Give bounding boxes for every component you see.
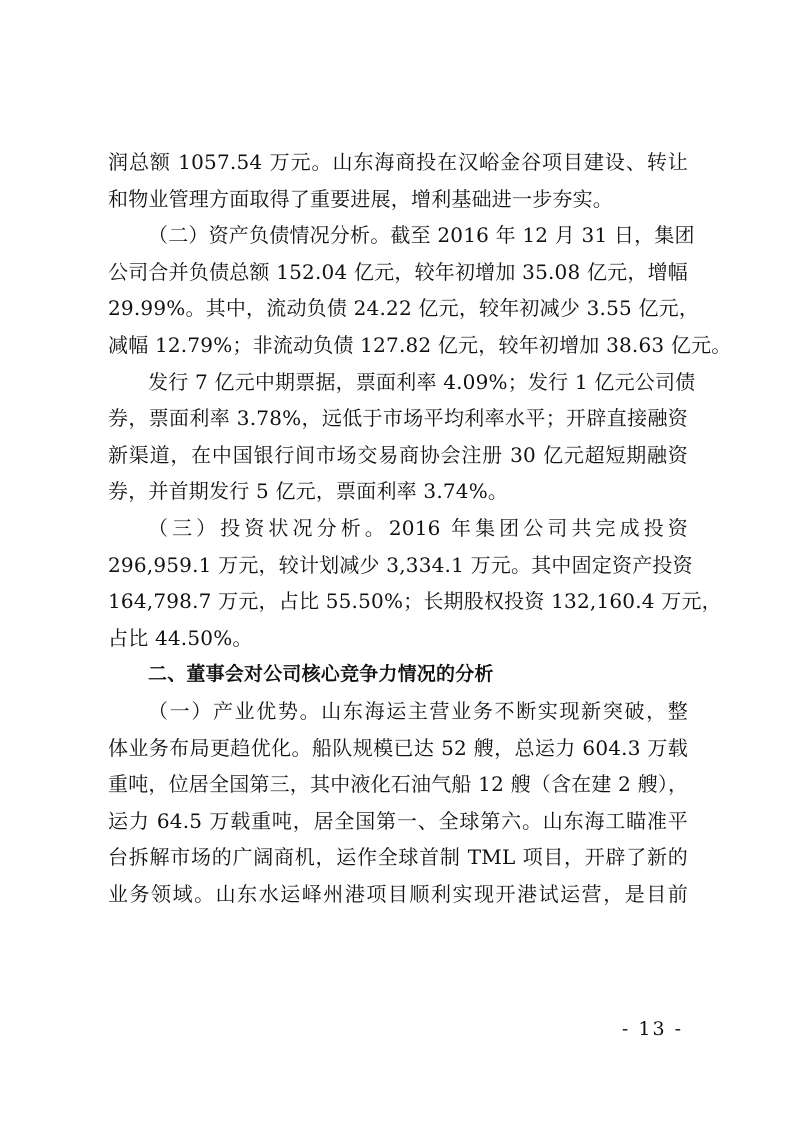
text-line: 业务领域。山东水运峄州港项目顺利实现开港试运营，是目前 — [108, 881, 688, 906]
text-line: 券，并首期发行 5 亿元，票面利率 3.74%。 — [108, 479, 509, 504]
text-line: 占比 44.50%。 — [108, 625, 253, 650]
text-line: 重吨，位居全国第三，其中液化石油气船 12 艘（含在建 2 艘）， — [108, 772, 689, 797]
text-line: 台拆解市场的广阔商机，运作全球首制 TML 项目，开辟了新的 — [108, 845, 688, 870]
text-line: 体业务布局更趋优化。船队规模已达 52 艘，总运力 604.3 万载 — [108, 735, 688, 760]
text-line: 运力 64.5 万载重吨，居全国第一、全球第六。山东海工瞄准平 — [108, 808, 688, 833]
body-text — [108, 144, 732, 912]
section-heading: 二、董事会对公司核心竞争力情况的分析 — [148, 663, 494, 686]
text-line: （二）资产负债情况分析。截至 2016 年 12 月 31 日，集团 — [148, 223, 695, 248]
text-line: （一）产业优势。山东海运主营业务不断实现新突破，整 — [148, 698, 688, 723]
text-line: 减幅 12.79%；非流动负债 127.82 亿元，较年初增加 38.63 亿元。 — [108, 332, 732, 357]
page-number: - 13 - — [621, 1018, 683, 1040]
text-line: 券，票面利率 3.78%，远低于市场平均利率水平；开辟直接融资 — [108, 406, 688, 431]
text-line: 新渠道，在中国银行间市场交易商协会注册 30 亿元超短期融资 — [108, 442, 688, 467]
text-line: 公司合并负债总额 152.04 亿元，较年初增加 35.08 亿元，增幅 — [108, 259, 688, 284]
text-line: 296,959.1 万元，较计划减少 3,334.1 万元。其中固定资产投资 — [108, 552, 693, 577]
text-line: （三）投资状况分析。2016 年集团公司共完成投资 — [148, 515, 688, 540]
text-line: 164,798.7 万元，占比 55.50%；长期股权投资 132,160.4 万元， — [108, 589, 722, 614]
text-line: 发行 7 亿元中期票据，票面利率 4.09%；发行 1 亿元公司债 — [148, 369, 696, 394]
text-line: 润总额 1057.54 万元。山东海商投在汉峪金谷项目建设、转让 — [108, 150, 688, 174]
text-line: 和物业管理方面取得了重要进展，增利基础进一步夯实。 — [108, 186, 613, 211]
text-line: 29.99%。其中，流动负债 24.22 亿元，较年初减少 3.55 亿元， — [108, 296, 700, 321]
